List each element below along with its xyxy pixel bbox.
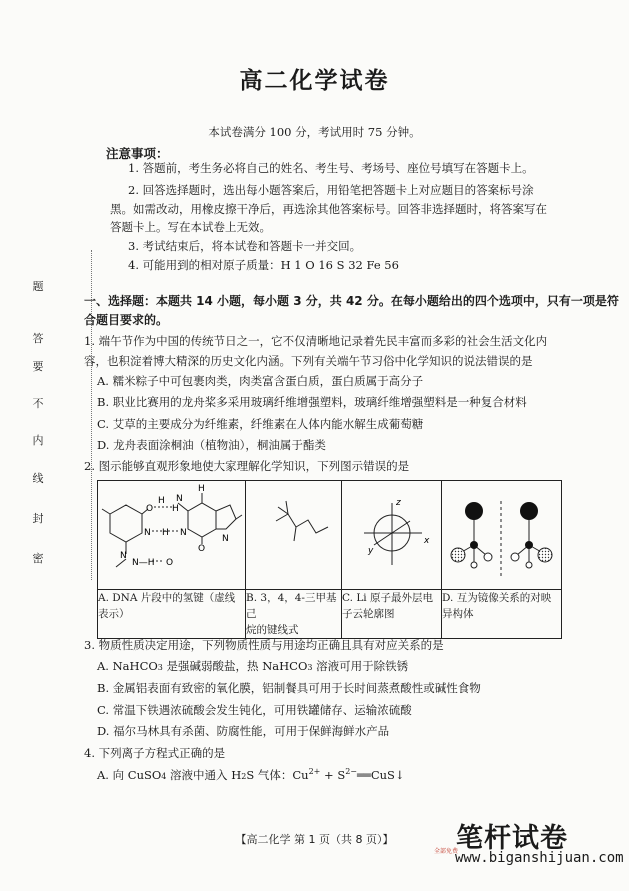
q2-stem: 2. 图示能够直观形象地使大家理解化学知识，下列图示错误的是 <box>84 459 410 473</box>
exam-info: 本试卷满分 100 分，考试用时 75 分钟。 <box>208 125 421 139</box>
seal-char-8: 密 <box>32 552 44 565</box>
q3-option-d: D. 福尔马林具有杀菌、防腐性能，可用于保鲜海鲜水产品 <box>97 724 390 738</box>
watermark-tagline: 全部免费 <box>434 848 459 855</box>
q1-option-b: B. 职业比赛用的龙舟桨多采用玻璃纤维增强塑料，玻璃纤维增强塑料是一种复合材料 <box>97 395 527 409</box>
caption-c-line-1: C. Li 原子最外层电 <box>342 592 434 604</box>
axis-y: y <box>368 546 374 556</box>
notice-line-3: 黑。如需改动，用橡皮擦干净后，再选涂其他答案标号。回答非选择题时，将答案写在 <box>110 202 547 216</box>
q1-stem-2: 容，也积淀着博大精深的历史文化内涵。下列有关端午节习俗中化学知识的说法错误的是 <box>84 354 533 368</box>
seal-char-3: 要 <box>32 360 44 373</box>
notice-line-6: 4. 可能用到的相对原子质量：H 1 O 16 S 32 Fe 56 <box>128 258 399 272</box>
atom-h-4: H <box>162 528 169 538</box>
axis-z: z <box>396 498 401 508</box>
atom-n-4: N <box>120 551 127 561</box>
watermark-url: www.biganshijuan.com <box>455 850 624 866</box>
trimethylhexane-skeletal-formula <box>246 481 341 585</box>
caption-b <box>246 590 342 639</box>
atom-h-2: H <box>172 504 179 514</box>
atom-nh: N—H <box>132 558 155 568</box>
watermark-logo: 笔杆试卷 <box>456 823 568 854</box>
seal-char-4: 不 <box>32 397 44 410</box>
q1-stem-1: 1. 端午节作为中国的传统节日之一，它不仅清晰地记录着先民丰富而多彩的社会生活文化内 <box>84 334 548 348</box>
seal-char-7: 封 <box>32 512 44 525</box>
caption-d-line-2: 异构体 <box>442 608 474 620</box>
q1-option-c: C. 艾草的主要成分为纤维素，纤维素在人体内能水解生成葡萄糖 <box>97 417 424 431</box>
q3-option-b: B. 金属铝表面有致密的氧化膜，铝制餐具可用于长时间蒸煮酸性或碱性食物 <box>97 681 481 695</box>
section-heading-1: 一、选择题：本题共 14 小题，每小题 3 分，共 42 分。在每小题给出的四个选项中，只有一项是符 <box>84 294 619 308</box>
q3-option-c: C. 常温下铁遇浓硫酸会发生钝化，可用铁罐储存、运输浓硫酸 <box>97 703 412 717</box>
atom-o-2: O <box>198 544 206 554</box>
q3-option-a: A. NaHCO3 是强碱弱酸盐，热 NaHCO3 溶液可用于除铁锈 <box>97 659 409 673</box>
caption-b-line-1: B. 3，4，4-三甲基己 <box>246 592 337 620</box>
atom-h-1: H <box>158 496 165 506</box>
notice-line-4: 答题卡上。写在本试卷上无效。 <box>110 220 271 234</box>
seal-char-1: 题 <box>32 280 44 293</box>
enantiomer-ball-model <box>442 481 561 585</box>
atom-o-3: O <box>166 558 174 568</box>
atom-n-3: N <box>180 528 187 538</box>
dna-hydrogen-bond-diagram <box>98 481 245 585</box>
notice-heading: 注意事项： <box>106 146 169 161</box>
caption-d <box>442 590 562 639</box>
figure-d-cell <box>442 481 562 590</box>
notice-line-1: 1. 答题前，考生务必将自己的姓名、考生号、考场号、座位号填写在答题卡上。 <box>128 161 534 175</box>
seal-char-2: 答 <box>32 332 44 345</box>
atom-n-5: N <box>222 534 229 544</box>
notice-line-5: 3. 考试结束后，将本试卷和答题卡一并交回。 <box>128 239 362 253</box>
caption-c-line-2: 子云轮廓图 <box>342 608 395 620</box>
q1-option-a: A. 糯米粽子中可包裹肉类，肉类富含蛋白质，蛋白质属于高分子 <box>97 374 424 388</box>
axis-x: x <box>424 536 430 546</box>
q1-option-d: D. 龙舟表面涂桐油（植物油），桐油属于酯类 <box>97 438 326 452</box>
caption-d-line-1: D. 互为镜像关系的对映 <box>442 592 552 604</box>
atom-n-1: N <box>176 494 183 504</box>
atom-h-3: H <box>198 484 205 494</box>
q4-stem: 4. 下列离子方程式正确的是 <box>84 746 226 760</box>
caption-a <box>98 590 246 639</box>
q4-option-a: A. 向 CuSO4 溶液中通入 H2S 气体：$Cu^{2+}$ + $S^{2-}══CuS↓$ <box>97 767 405 782</box>
caption-a-line-2: 表示） <box>98 608 130 620</box>
caption-b-line-2: 烷的键线式 <box>246 624 299 636</box>
figure-b-cell <box>246 481 342 590</box>
notice-line-2: 2. 回答选择题时，选出每小题答案后，用铅笔把答题卡上对应题目的答案标号涂 <box>128 183 534 197</box>
li-orbital-diagram <box>342 481 441 585</box>
caption-c <box>342 590 442 639</box>
atom-n-2: N <box>144 528 151 538</box>
atom-o-1: O <box>146 504 154 514</box>
figure-a-cell <box>98 481 246 590</box>
page-title: 高二化学试卷 <box>239 68 390 94</box>
section-heading-2: 合题目要求的。 <box>84 313 169 327</box>
q2-figure-table <box>97 480 562 639</box>
figure-c-cell <box>342 481 442 590</box>
seal-char-5: 内 <box>32 434 44 447</box>
caption-a-line-1: A. DNA 片段中的氢键（虚线 <box>98 592 236 604</box>
page-footer: 【高二化学 第 1 页（共 8 页）】 <box>235 833 394 846</box>
q3-stem: 3. 物质性质决定用途，下列物质性质与用途均正确且具有对应关系的是 <box>84 638 444 652</box>
seal-char-6: 线 <box>32 472 44 485</box>
